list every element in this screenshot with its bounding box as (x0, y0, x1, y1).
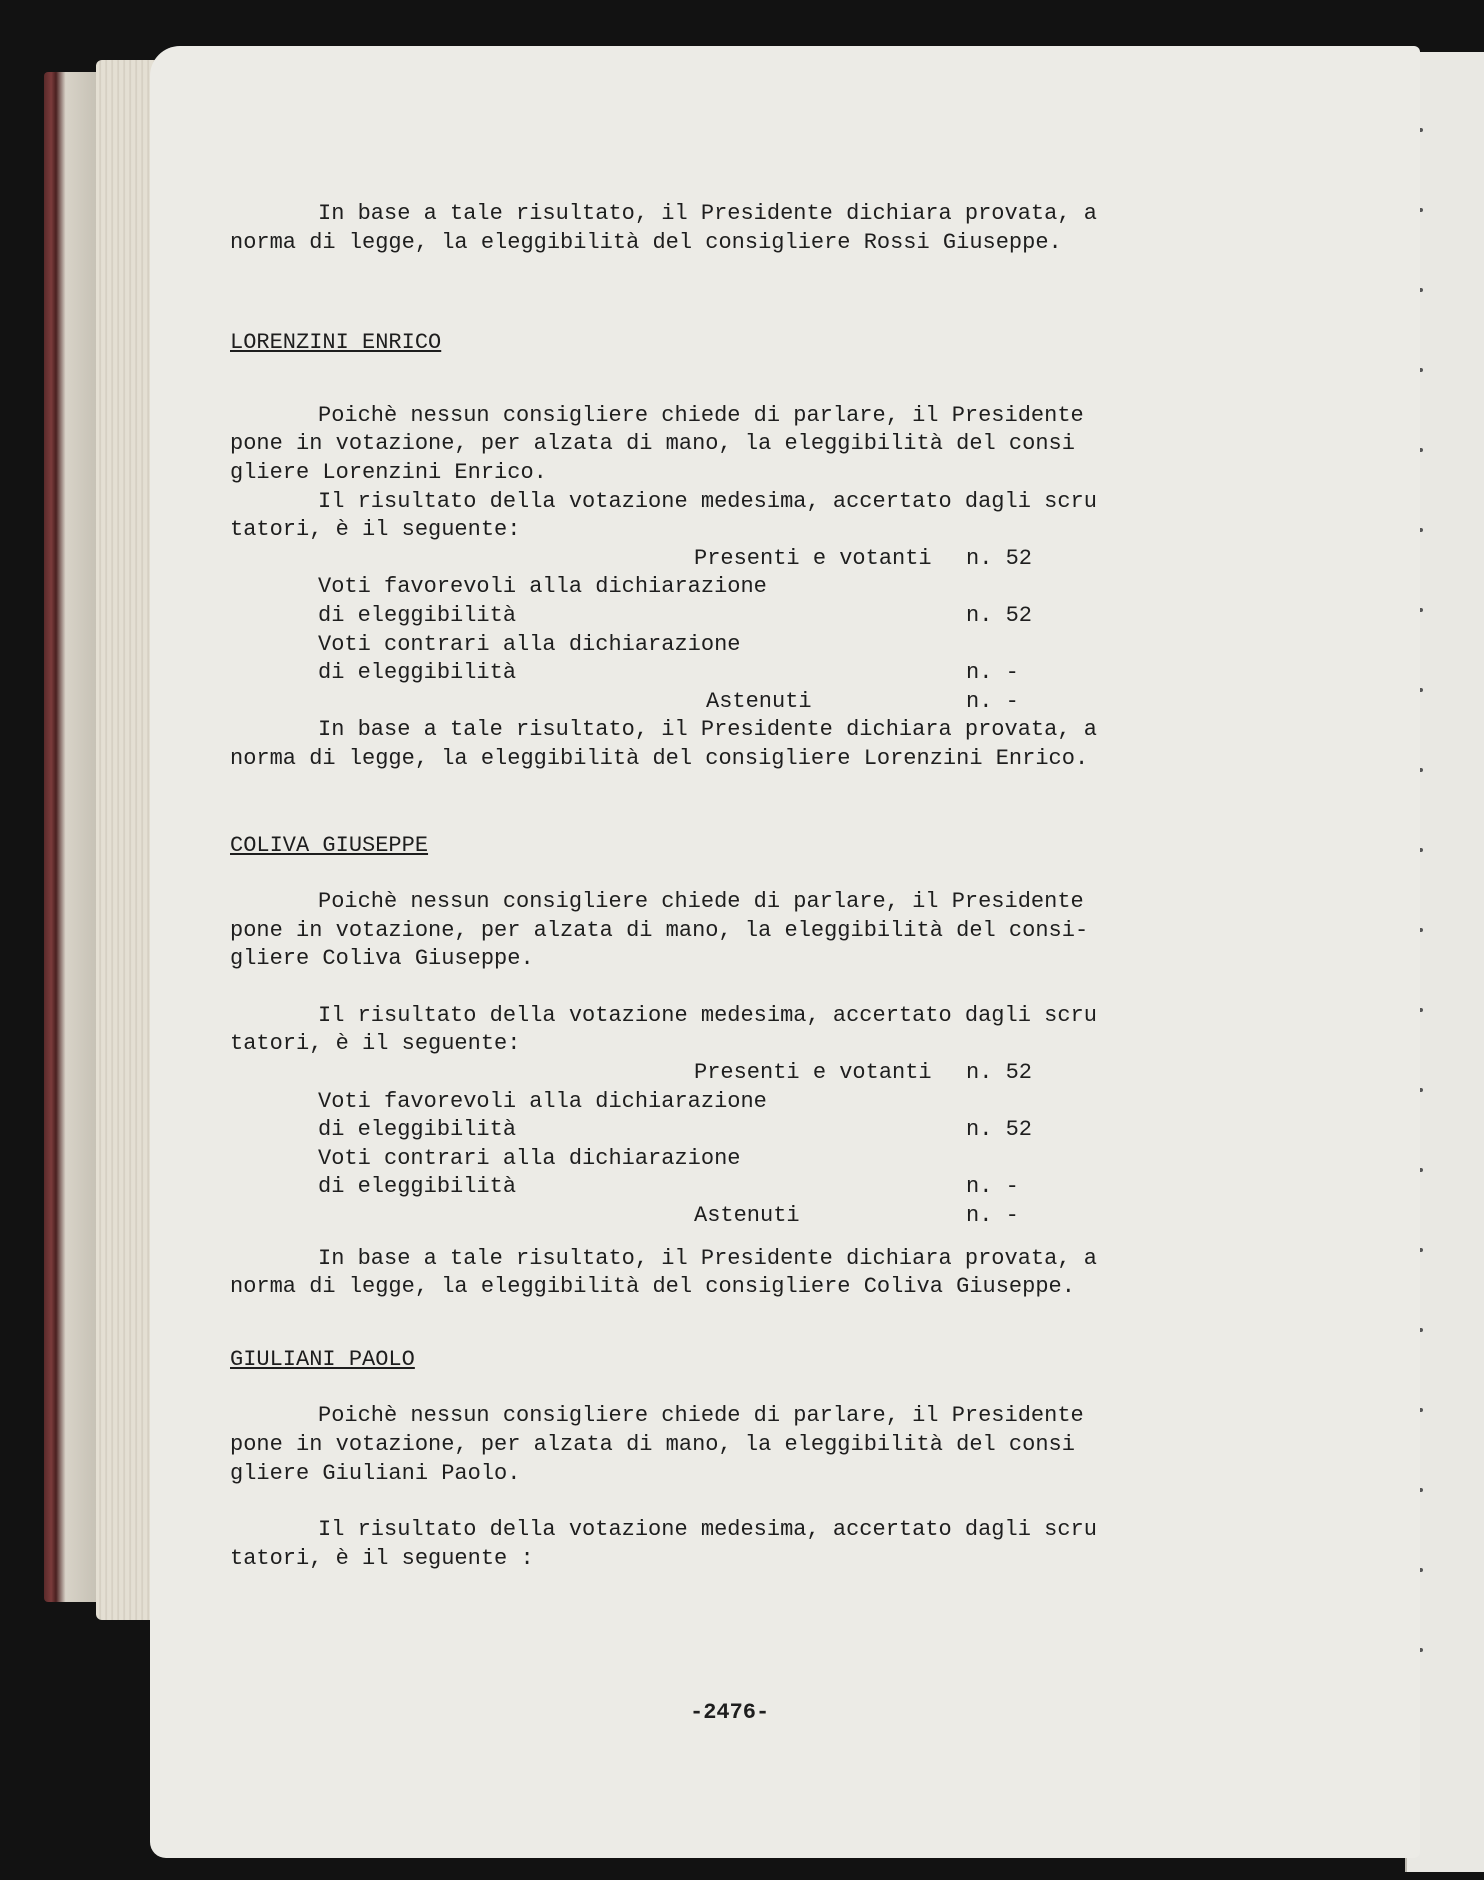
tally-row (230, 688, 1190, 717)
tally-row (230, 1173, 1190, 1202)
tally-row (230, 1059, 1190, 1088)
tally-label: Voti contrari alla dichiarazione (318, 631, 741, 657)
tally-row (230, 1145, 1190, 1174)
tally-label: di eleggibilità (318, 602, 517, 628)
tally-label: Presenti e votanti (694, 1060, 932, 1086)
tally-value: n. 52 (966, 1060, 1033, 1086)
section-heading: GIULIANI PAOLO (230, 1346, 415, 1372)
tally-row (230, 545, 1190, 574)
paragraph-line: norma di legge, la eleggibilità del consigliere Coliva Giuseppe. (230, 1274, 1075, 1300)
paragraph-line: pone in votazione, per alzata di mano, la eleggibilità del consi (230, 1432, 1075, 1457)
tally-row (230, 602, 1190, 631)
tally-row (230, 1088, 1190, 1117)
tally-label: Astenuti (706, 688, 812, 714)
tally-label: Voti favorevoli alla dichiarazione (318, 1088, 767, 1114)
paragraph-line: Poichè nessun consigliere chiede di parlare, il Presidente (318, 1403, 1084, 1429)
paragraph-line: In base a tale risultato, il Presidente dichiara provata, a (318, 1245, 1097, 1271)
paragraph-line: pone in votazione, per alzata di mano, la eleggibilità del consi- (230, 917, 1089, 943)
paragraph-line: norma di legge, la eleggibilità del consigliere Lorenzini Enrico. (230, 745, 1089, 771)
paragraph-line: tatori, è il seguente : (230, 1545, 534, 1571)
tally-row (230, 573, 1190, 602)
tally-value: n. 52 (966, 1117, 1033, 1143)
paragraph-line: Poichè nessun consigliere chiede di parlare, il Presidente (318, 402, 1084, 428)
paragraph-line: In base a tale risultato, il Presidente dichiara provata, a (318, 717, 1097, 743)
tally-label: di eleggibilità (318, 1174, 517, 1200)
tally-value: n. 52 (966, 602, 1033, 628)
tally-label: Voti contrari alla dichiarazione (318, 1145, 741, 1171)
tally-row (230, 659, 1190, 688)
paragraph-line: Il risultato della votazione medesima, accertato dagli scru (318, 488, 1097, 514)
tally-label: Voti favorevoli alla dichiarazione (318, 574, 767, 600)
tally-row (230, 1116, 1190, 1145)
paragraph-line: gliere Coliva Giuseppe. (230, 946, 534, 972)
tally-label: Presenti e votanti (694, 545, 932, 571)
paragraph-line: Il risultato della votazione medesima, accertato dagli scru (318, 1517, 1097, 1543)
paragraph-line: gliere Giuliani Paolo. (230, 1460, 521, 1486)
tally-value: n. 52 (966, 545, 1033, 571)
tally-value: n. - (966, 1174, 1019, 1200)
paragraph-line: Poichè nessun consigliere chiede di parlare, il Presidente (318, 889, 1084, 915)
tally-row (230, 1202, 1190, 1231)
intro-line: norma di legge, la eleggibilità del consigliere Rossi Giuseppe. (230, 229, 1062, 255)
tally-label: di eleggibilità (318, 1117, 517, 1143)
document-body (230, 200, 1190, 1573)
paragraph-line: pone in votazione, per alzata di mano, la eleggibilità del consi (230, 431, 1075, 457)
paragraph-line: gliere Lorenzini Enrico. (230, 459, 547, 485)
section-heading: LORENZINI ENRICO (230, 330, 442, 356)
intro-line: In base a tale risultato, il Presidente dichiara provata, a (318, 201, 1097, 226)
tally-label: Astenuti (694, 1203, 800, 1229)
tally-value: n. - (966, 660, 1019, 686)
tally-label: di eleggibilità (318, 660, 517, 686)
page-number: -2476- (690, 1700, 770, 1725)
paragraph-line: tatori, è il seguente: (230, 1031, 521, 1057)
tally-value: n. - (966, 688, 1019, 714)
tally-value: n. - (966, 1203, 1019, 1229)
paragraph-line: tatori, è il seguente: (230, 517, 521, 543)
paragraph-line: Il risultato della votazione medesima, accertato dagli scru (318, 1002, 1097, 1028)
tally-row (230, 631, 1190, 660)
section-heading: COLIVA GIUSEPPE (230, 832, 429, 858)
